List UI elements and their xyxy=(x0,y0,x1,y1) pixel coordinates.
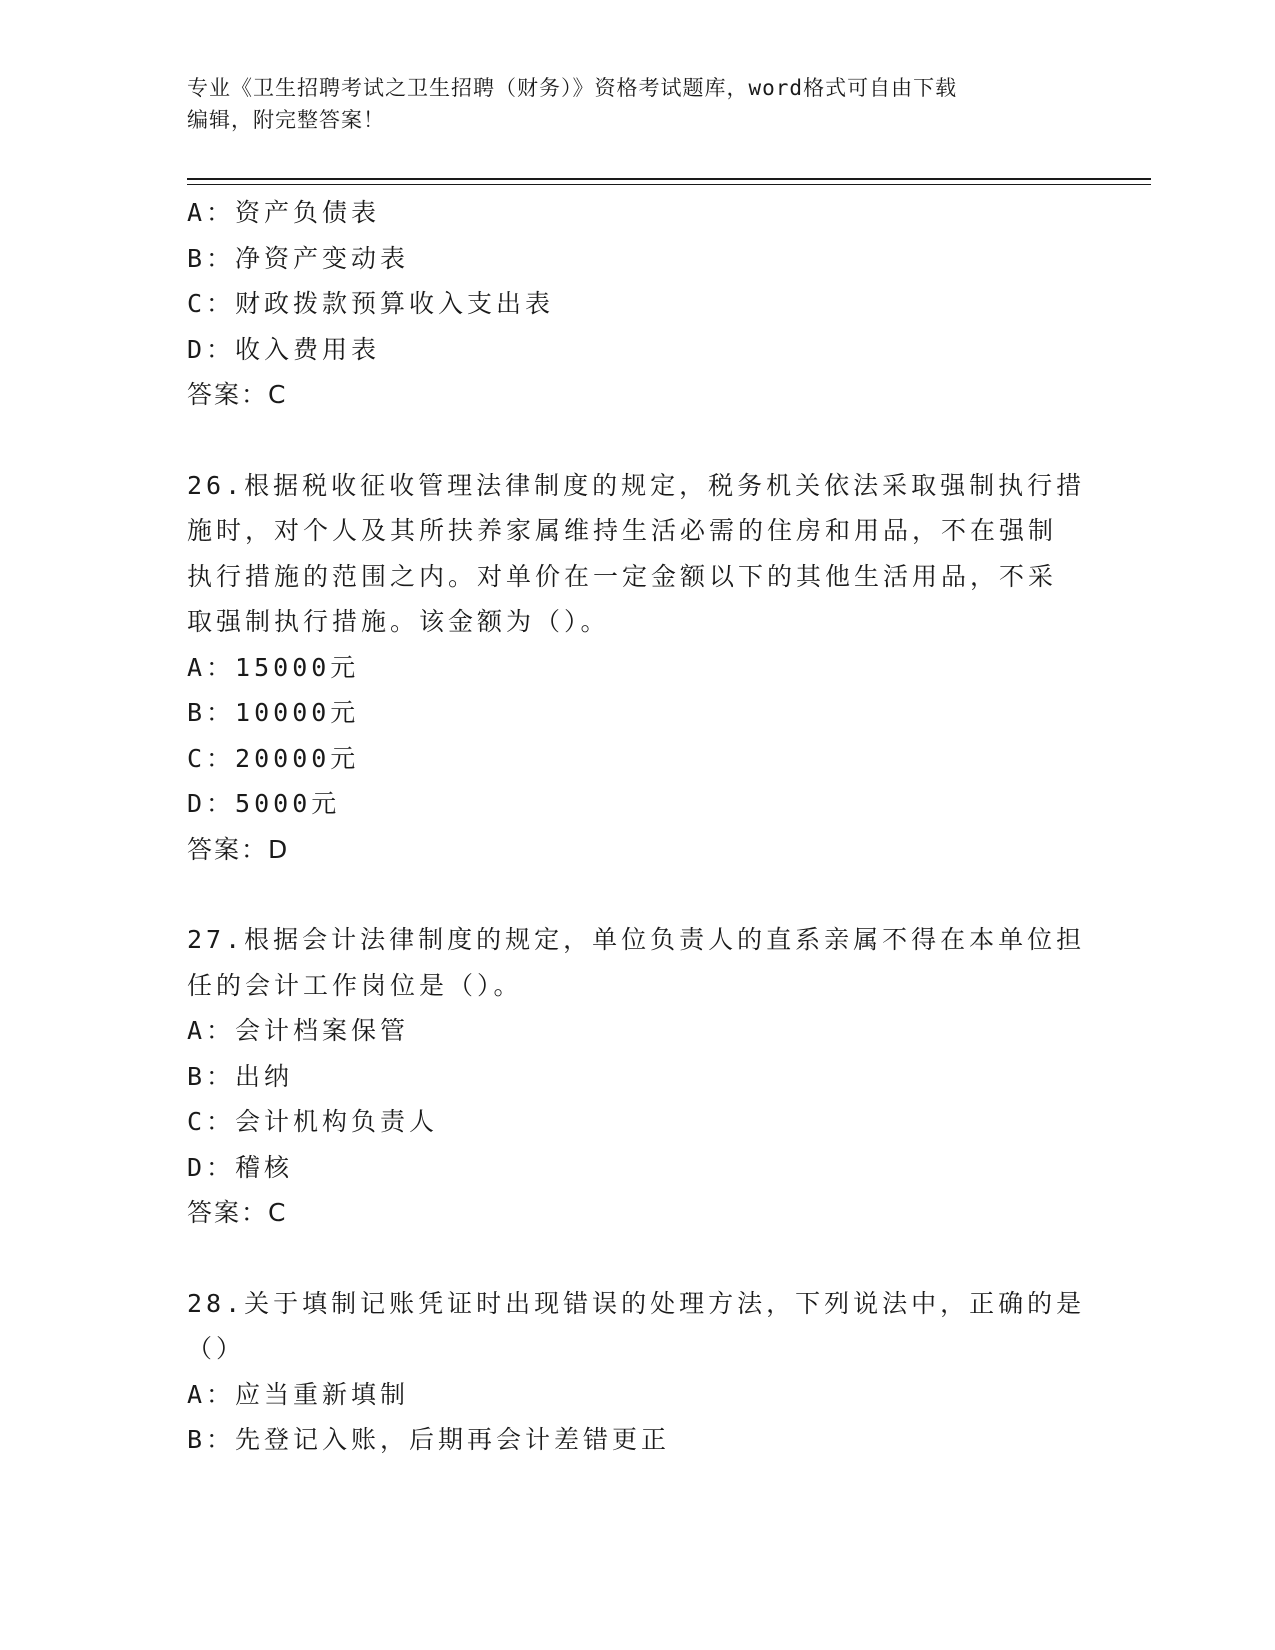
option-d: D：收入费用表 xyxy=(187,334,381,364)
question-28 xyxy=(187,1281,1087,1463)
answer: 答案：C xyxy=(187,1198,288,1227)
question-25 xyxy=(187,190,1087,418)
option-a: A：15000元 xyxy=(187,652,360,682)
header-line-1: 专业《卫生招聘考试之卫生招聘（财务）》资格考试题库，word格式可自由下载 xyxy=(187,76,958,100)
option-b: B：出纳 xyxy=(187,1061,294,1091)
question-text-line: 施时，对个人及其所扶养家属维持生活必需的住房和用品，不在强制 xyxy=(187,516,1058,545)
question-text-line: 取强制执行措施。该金额为（）。 xyxy=(187,607,610,636)
spacer xyxy=(187,1236,1087,1281)
header-rule-thick xyxy=(187,178,1151,180)
option-b: B：10000元 xyxy=(187,698,360,727)
option-a: A：会计档案保管 xyxy=(187,1016,410,1045)
option-b: B：净资产变动表 xyxy=(187,243,410,273)
spacer xyxy=(187,872,1087,917)
option-d: D：5000元 xyxy=(187,789,341,818)
answer: 答案：D xyxy=(187,834,290,864)
question-26 xyxy=(187,463,1087,873)
answer: 答案：C xyxy=(187,380,288,409)
question-text-line: 任的会计工作岗位是（）。 xyxy=(187,970,523,1000)
header-rule-thin xyxy=(187,184,1151,185)
option-d: D：稽核 xyxy=(187,1152,294,1182)
option-c: C：财政拨款预算收入支出表 xyxy=(187,289,555,318)
question-27 xyxy=(187,917,1087,1236)
question-text-line: 27.根据会计法律制度的规定，单位负责人的直系亲属不得在本单位担 xyxy=(187,925,1086,954)
document-header xyxy=(187,72,1087,136)
question-text-line: 26.根据税收征收管理法律制度的规定，税务机关依法采取强制执行措 xyxy=(187,470,1086,500)
option-c: C：20000元 xyxy=(187,743,360,773)
spacer xyxy=(187,418,1087,463)
option-b: B：先登记入账，后期再会计差错更正 xyxy=(187,1425,671,1454)
question-text-line: （） xyxy=(187,1334,246,1363)
option-a: A：应当重新填制 xyxy=(187,1379,410,1409)
option-a: A：资产负债表 xyxy=(187,198,381,227)
header-line-2: 编辑，附完整答案！ xyxy=(187,108,385,132)
option-c: C：会计机构负责人 xyxy=(187,1107,439,1136)
question-text-line: 28.关于填制记账凭证时出现错误的处理方法，下列说法中，正确的是 xyxy=(187,1288,1086,1318)
question-text-line: 执行措施的范围之内。对单价在一定金额以下的其他生活用品，不采 xyxy=(187,561,1058,591)
question-content xyxy=(187,190,1087,1463)
